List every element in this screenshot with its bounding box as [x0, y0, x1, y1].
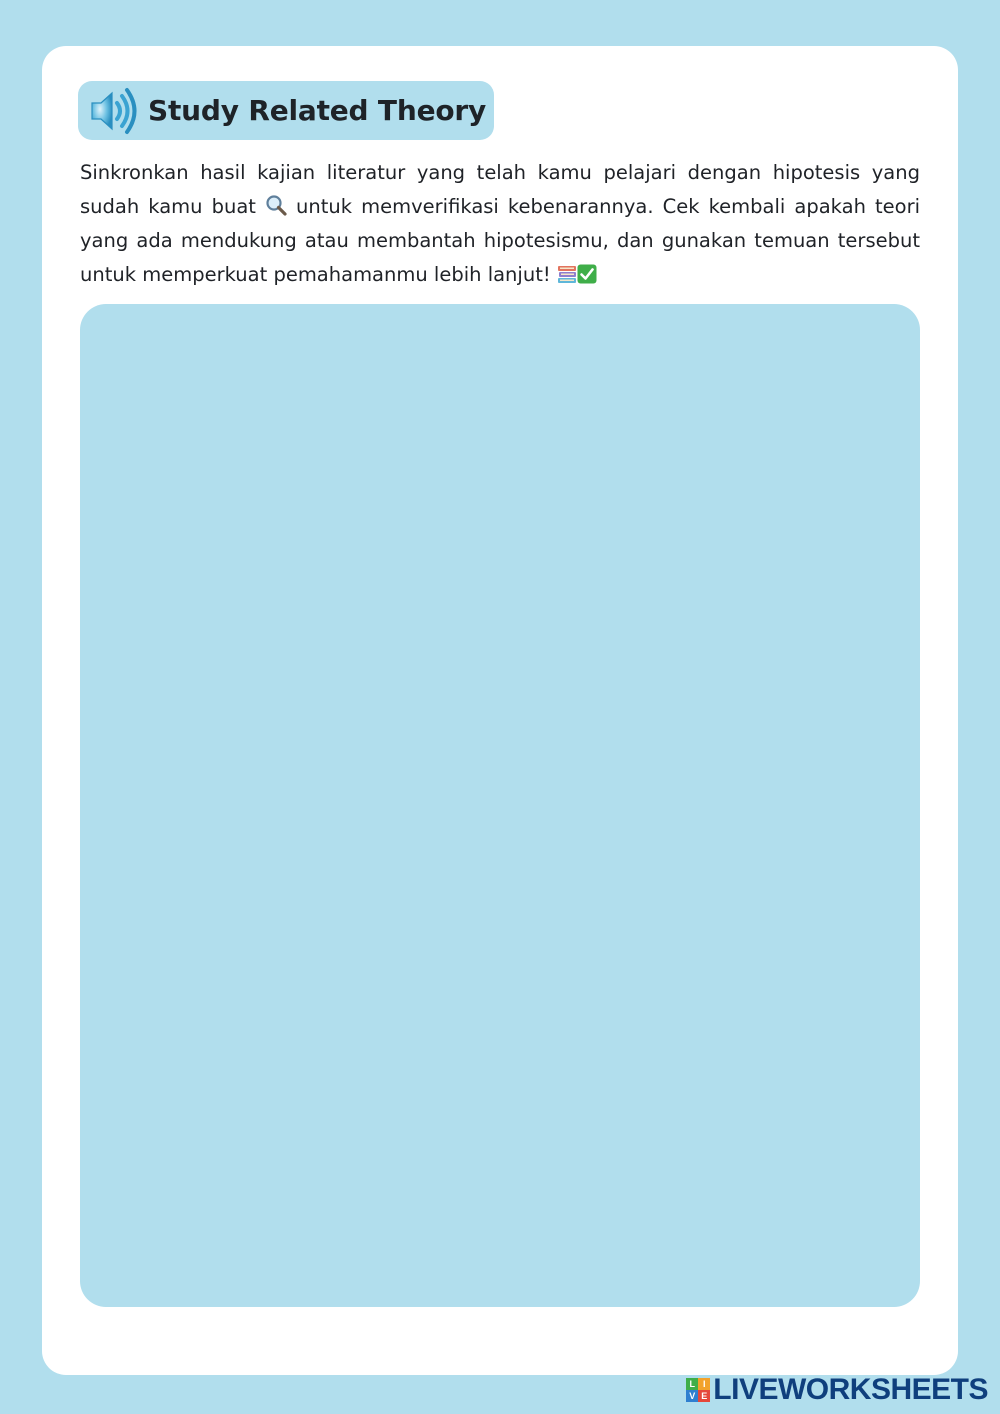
- logo-letter: I: [698, 1378, 710, 1390]
- books-icon: [557, 264, 577, 284]
- instructions-text: [80, 156, 920, 292]
- logo-letter: E: [698, 1390, 710, 1402]
- logo-text: LIVEWORKSHEETS: [713, 1373, 988, 1406]
- instructions-part-2: untuk memverifikasi kebenarannya. Cek kembali apakah teori yang ada mendukung atau membantah hipotesismu, dan gunakan temuan tersebut untuk memperkuat pemahamanmu lebih lanjut!: [80, 195, 920, 286]
- instructions-part-1: Sinkronkan hasil kajian literatur yang telah kamu pelajari dengan hipotesis yang sudah kamu buat: [80, 161, 920, 218]
- page-title: Study Related Theory: [148, 94, 487, 127]
- worksheet-page: [42, 46, 958, 1375]
- liveworksheets-logo: [686, 1374, 988, 1406]
- answer-area[interactable]: [80, 304, 920, 1307]
- logo-letter: V: [686, 1390, 698, 1402]
- logo-letter: L: [686, 1378, 698, 1390]
- logo-mark-icon: [686, 1378, 710, 1402]
- magnifier-icon: [265, 194, 287, 216]
- section-header: [78, 81, 494, 140]
- check-mark-icon: [577, 264, 597, 284]
- speaker-icon: [84, 83, 140, 139]
